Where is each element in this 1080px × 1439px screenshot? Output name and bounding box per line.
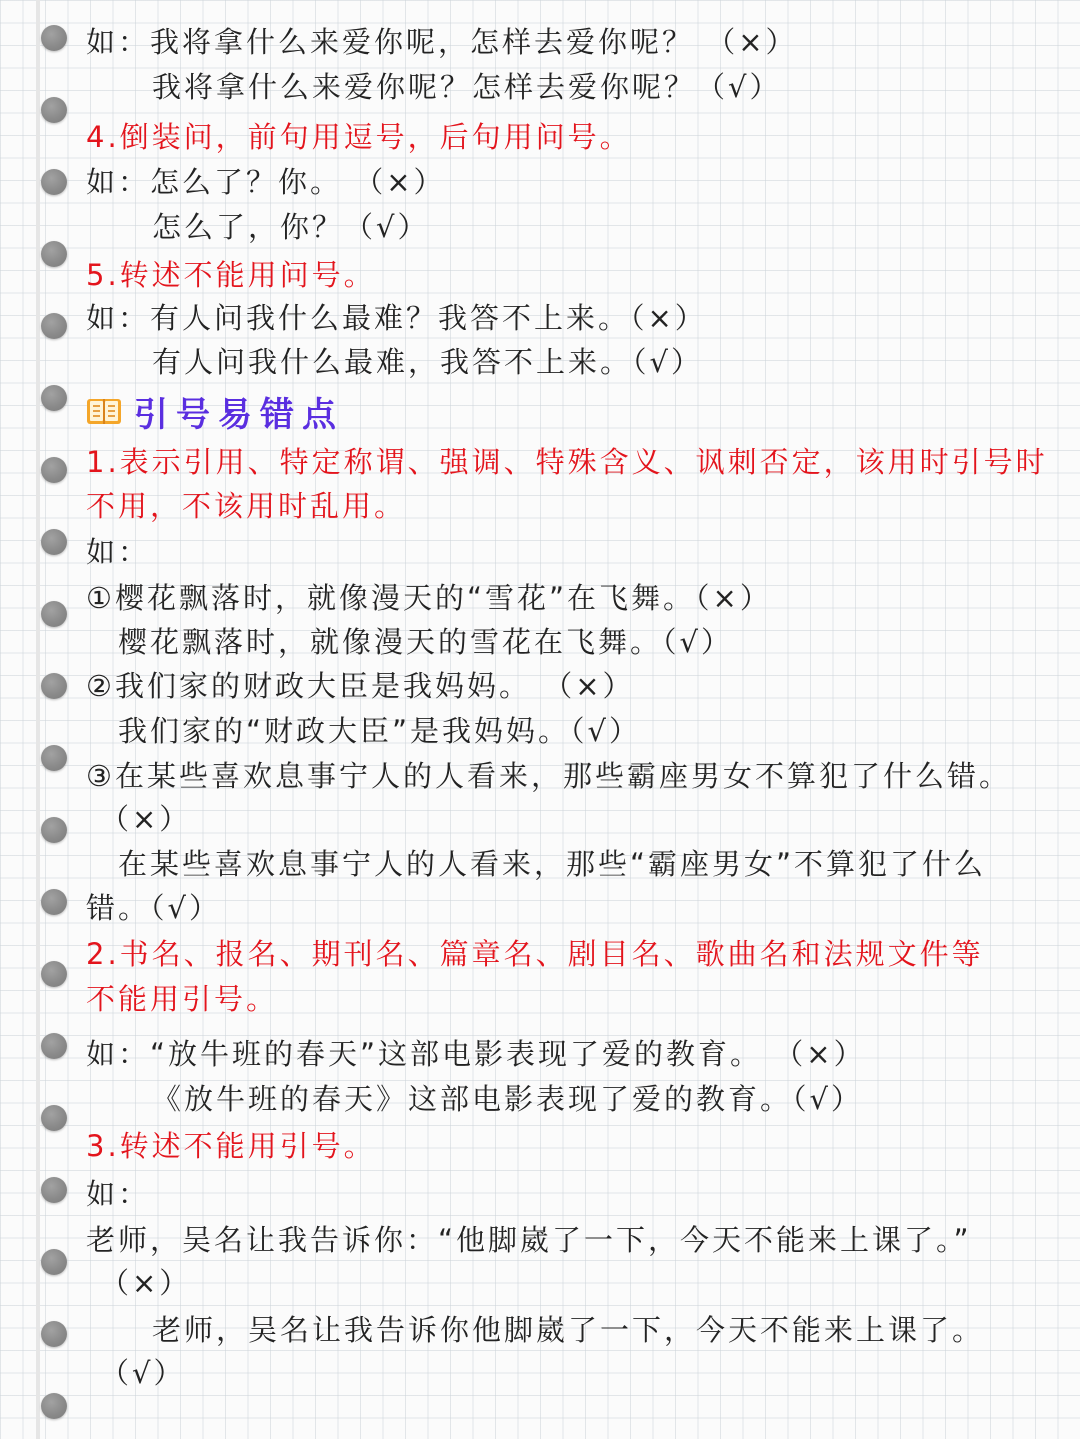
rule-heading: 1.表示引用、特定称谓、强调、特殊含义、讽刺否定，该用时引号时 — [86, 445, 1048, 479]
binder-hole — [41, 313, 67, 339]
binder-hole — [41, 817, 67, 843]
section-heading — [86, 386, 344, 436]
example-line: 老师，吴名让我告诉你他脚崴了一下，今天不能来上课了。 — [152, 1313, 985, 1347]
binder-hole — [41, 745, 67, 771]
example-line: （√） — [100, 1356, 186, 1390]
binder-hole — [41, 1177, 67, 1203]
example-line: 错。（√） — [86, 891, 221, 925]
example-line: 怎么了，你？（√） — [152, 210, 430, 244]
binder-hole — [41, 1033, 67, 1059]
section-title: 引号易错点 — [134, 394, 344, 435]
rule-heading: 不能用引号。 — [86, 982, 279, 1016]
binder-hole — [41, 961, 67, 987]
example-line: 如：怎么了？你。 （×） — [86, 165, 446, 199]
binder-spine — [36, 0, 40, 1439]
example-line: （×） — [100, 1266, 192, 1300]
binder-hole — [41, 1321, 67, 1347]
binder-hole — [41, 97, 67, 123]
binder-hole — [41, 169, 67, 195]
binder-hole — [41, 1249, 67, 1275]
example-line: 如：有人问我什么最难？我答不上来。（×） — [86, 301, 707, 335]
binder-hole — [41, 457, 67, 483]
binder-hole — [41, 1393, 67, 1419]
example-line: 在某些喜欢息事宁人的人看来，那些“霸座男女”不算犯了什么 — [118, 847, 987, 881]
example-line: ①樱花飘落时，就像漫天的“雪花”在飞舞。（×） — [86, 581, 772, 615]
binder-hole — [41, 241, 67, 267]
binder-hole — [41, 529, 67, 555]
example-line: 如： — [86, 1177, 151, 1211]
rule-heading: 5.转述不能用问号。 — [86, 258, 376, 292]
example-line: 如： — [86, 535, 151, 569]
example-line: 我们家的“财政大臣”是我妈妈。（√） — [118, 714, 642, 748]
example-line: 有人问我什么最难，我答不上来。（√） — [152, 345, 703, 379]
binder-hole — [41, 1105, 67, 1131]
binder-hole — [41, 25, 67, 51]
example-line: （×） — [100, 802, 192, 836]
example-line: 老师，吴名让我告诉你：“他脚崴了一下，今天不能来上课了。” — [86, 1223, 972, 1257]
example-line: ②我们家的财政大臣是我妈妈。 （×） — [86, 669, 635, 703]
rule-heading: 4.倒装问，前句用逗号，后句用问号。 — [86, 120, 632, 154]
example-line: 我将拿什么来爱你呢？怎样去爱你呢？（√） — [152, 70, 782, 104]
rule-heading: 不用，不该用时乱用。 — [86, 489, 407, 523]
book-icon — [86, 396, 122, 426]
binder-hole — [41, 601, 67, 627]
example-line: 樱花飘落时，就像漫天的雪花在飞舞。（√） — [118, 625, 733, 659]
example-line: ③在某些喜欢息事宁人的人看来，那些霸座男女不算犯了什么错。 — [86, 759, 1011, 793]
rule-heading: 3.转述不能用引号。 — [86, 1129, 376, 1163]
binder-hole — [41, 385, 67, 411]
binder-hole — [41, 889, 67, 915]
example-line: 如：“放牛班的春天”这部电影表现了爱的教育。 （×） — [86, 1037, 866, 1071]
example-line: 《放牛班的春天》这部电影表现了爱的教育。（√） — [152, 1082, 863, 1116]
binder-hole — [41, 673, 67, 699]
example-line: 如：我将拿什么来爱你呢，怎样去爱你呢？ （×） — [86, 25, 798, 59]
rule-heading: 2.书名、报名、期刊名、篇章名、剧目名、歌曲名和法规文件等 — [86, 937, 984, 971]
